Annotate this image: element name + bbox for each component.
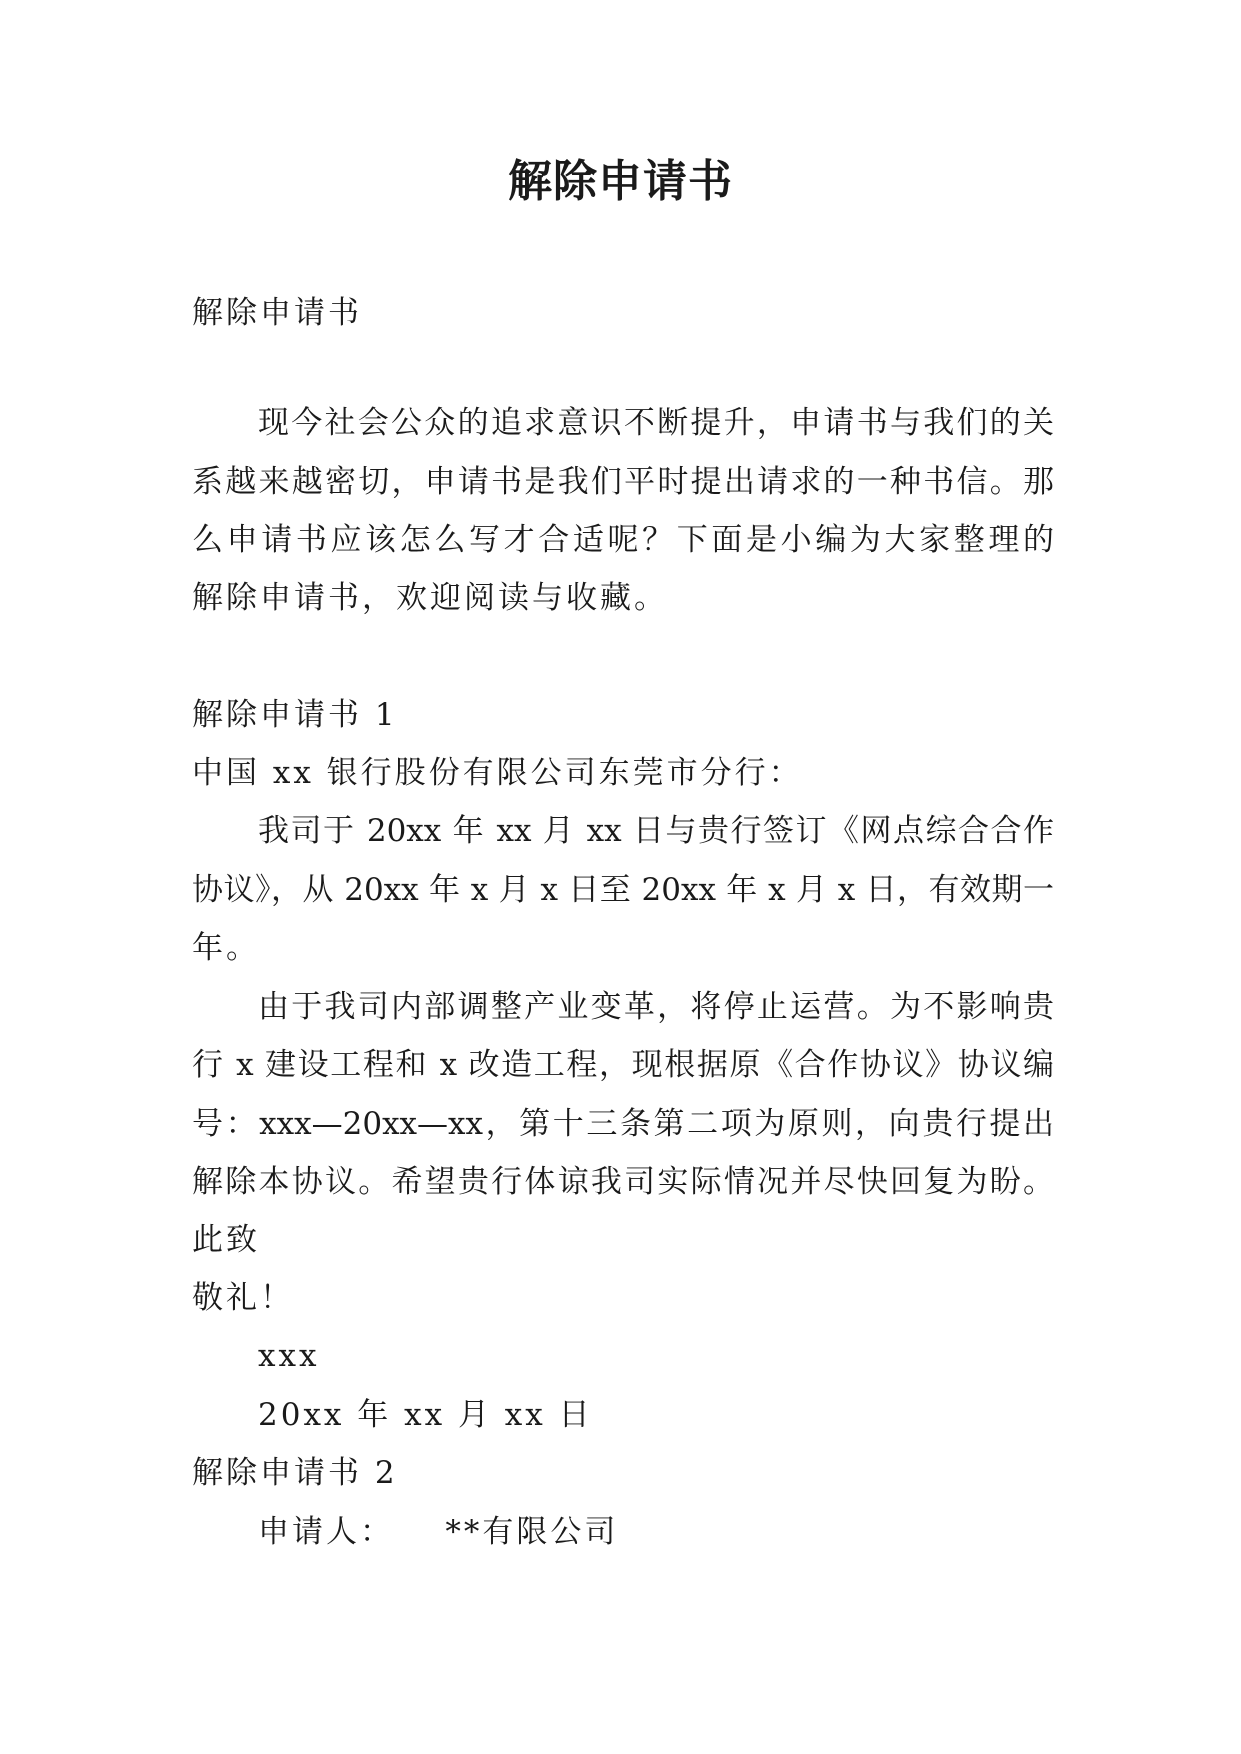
section2-heading: 解除申请书 2 — [192, 1455, 398, 1491]
intro-line-4: 解除申请书，欢迎阅读与收藏。 — [192, 580, 668, 616]
section1-heading: 解除申请书 1 — [192, 697, 398, 733]
section1-para2-line-3: 号：xxx—20xx—xx，第十三条第二项为原则，向贵行提出 — [192, 1106, 1054, 1142]
intro-line-2: 系越来越密切，申请书是我们平时提出请求的一种书信。那 — [192, 464, 1054, 500]
signature-date: 20xx 年 xx 月 xx 日 — [258, 1397, 593, 1433]
section1-para1-line-3: 年。 — [192, 930, 260, 966]
section1-recipient: 中国 xx 银行股份有限公司东莞市分行： — [192, 755, 803, 791]
intro-line-3: 么申请书应该怎么写才合适呢？下面是小编为大家整理的 — [192, 522, 1054, 558]
intro-line-1: 现今社会公众的追求意识不断提升，申请书与我们的关 — [258, 405, 1054, 441]
document-title: 解除申请书 — [508, 156, 733, 207]
section1-para2-line-1: 由于我司内部调整产业变革，将停止运营。为不影响贵 — [258, 989, 1054, 1025]
section1-para1-line-2: 协议》，从 20xx 年 x 月 x 日至 20xx 年 x 月 x 日，有效期一 — [192, 872, 1054, 908]
section1-para2-line-2: 行 x 建设工程和 x 改造工程，现根据原《合作协议》协议编 — [192, 1047, 1054, 1083]
subtitle: 解除申请书 — [192, 295, 362, 331]
section1-para2-line-4: 解除本协议。希望贵行体谅我司实际情况并尽快回复为盼。 — [192, 1164, 1054, 1200]
section2-applicant: 申请人： **有限公司 — [258, 1514, 619, 1550]
section1-para1-line-1: 我司于 20xx 年 xx 月 xx 日与贵行签订《网点综合合作 — [258, 813, 1054, 849]
closing-regards-1: 此致 — [192, 1222, 260, 1258]
signer-name: xxx — [258, 1338, 320, 1374]
closing-regards-2: 敬礼！ — [192, 1280, 294, 1316]
